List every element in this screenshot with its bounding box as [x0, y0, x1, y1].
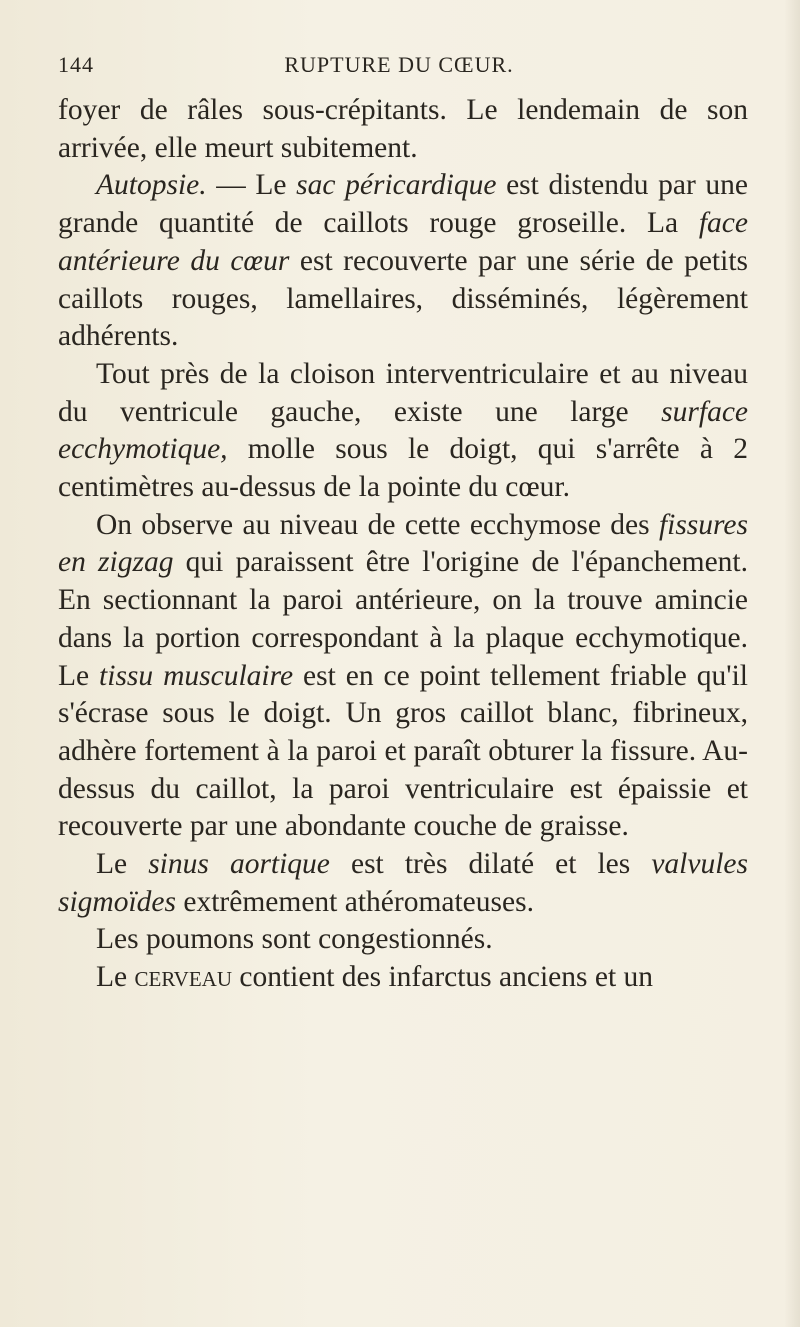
- paragraph-text: molle sous le doigt, qui s'arrête à 2 centimètres au-dessus de la pointe du cœur.: [58, 433, 748, 504]
- paragraph-text: est en ce point tellement friable qu'il s'écrase sous le doigt. Un gros caillot blanc, fibrineux, adhère fortement à la paroi et paraît obturer la fissure. Au-dessus du caillot, la paroi ventriculaire est épaissie et recouverte par une abondante couche de graisse.: [58, 659, 748, 843]
- page-number: 144: [58, 52, 94, 77]
- running-title: RUPTURE DU CŒUR.: [284, 52, 514, 77]
- paragraph-text: qui paraissent être l'origine de l'épanchement. En sectionnant la paroi antérieure, on la trouve amincie dans la portion correspondant à la plaque ecchymotique. Le: [58, 546, 748, 692]
- emphasis-term: surface ecchymotique,: [58, 395, 748, 466]
- paragraph-text: Tout près de la cloison interventriculaire et au niveau du ventricule gauche, existe une large: [58, 357, 748, 428]
- emphasis-term: sac péricardique: [296, 169, 497, 202]
- section-label-autopsie: Autopsie.: [96, 169, 207, 202]
- paragraph-2: [58, 167, 748, 356]
- smallcaps-term: cerveau: [134, 961, 232, 994]
- paragraph-text: On observe au niveau de cette ecchymose des: [96, 508, 659, 541]
- paragraph-text: Le: [96, 961, 135, 994]
- paragraph-text: Les poumons sont congestionnés.: [96, 923, 493, 956]
- paragraph-text: est recouverte par une série de petits caillots rouges, lamellaires, disséminés, légèrement adhérents.: [58, 244, 748, 353]
- paragraph-5: [58, 846, 748, 921]
- emphasis-term: fissures en zigzag: [58, 508, 748, 579]
- emphasis-term: tissu musculaire: [99, 659, 294, 692]
- paragraph-text: Le: [96, 848, 149, 881]
- page-body: [58, 92, 748, 997]
- page-header: [58, 52, 740, 82]
- paragraph-4: [58, 507, 748, 846]
- paragraph-text: est distendu par une grande quantité de caillots rouge groseille. La: [58, 169, 748, 240]
- emphasis-term: face antérieure du cœur: [58, 207, 748, 277]
- paragraph-7: [58, 959, 748, 997]
- paragraph-3: [58, 356, 748, 507]
- emphasis-term: valvules sigmoïdes: [58, 848, 748, 918]
- paragraph-text: foyer de râles sous-crépitants. Le lendemain de son arrivée, elle meurt subitement.: [58, 94, 748, 164]
- paragraph-6: [58, 921, 748, 959]
- emphasis-term: sinus aortique: [148, 848, 330, 881]
- paragraph-1: [58, 92, 748, 167]
- page-edge-shadow: [784, 0, 800, 1327]
- paragraph-text: contient des infarctus anciens et un: [231, 961, 654, 994]
- paragraph-text: — Le: [206, 169, 297, 202]
- paragraph-text: est très dilaté et les: [329, 848, 652, 881]
- paragraph-text: extrêmement athéromateuses.: [176, 885, 534, 918]
